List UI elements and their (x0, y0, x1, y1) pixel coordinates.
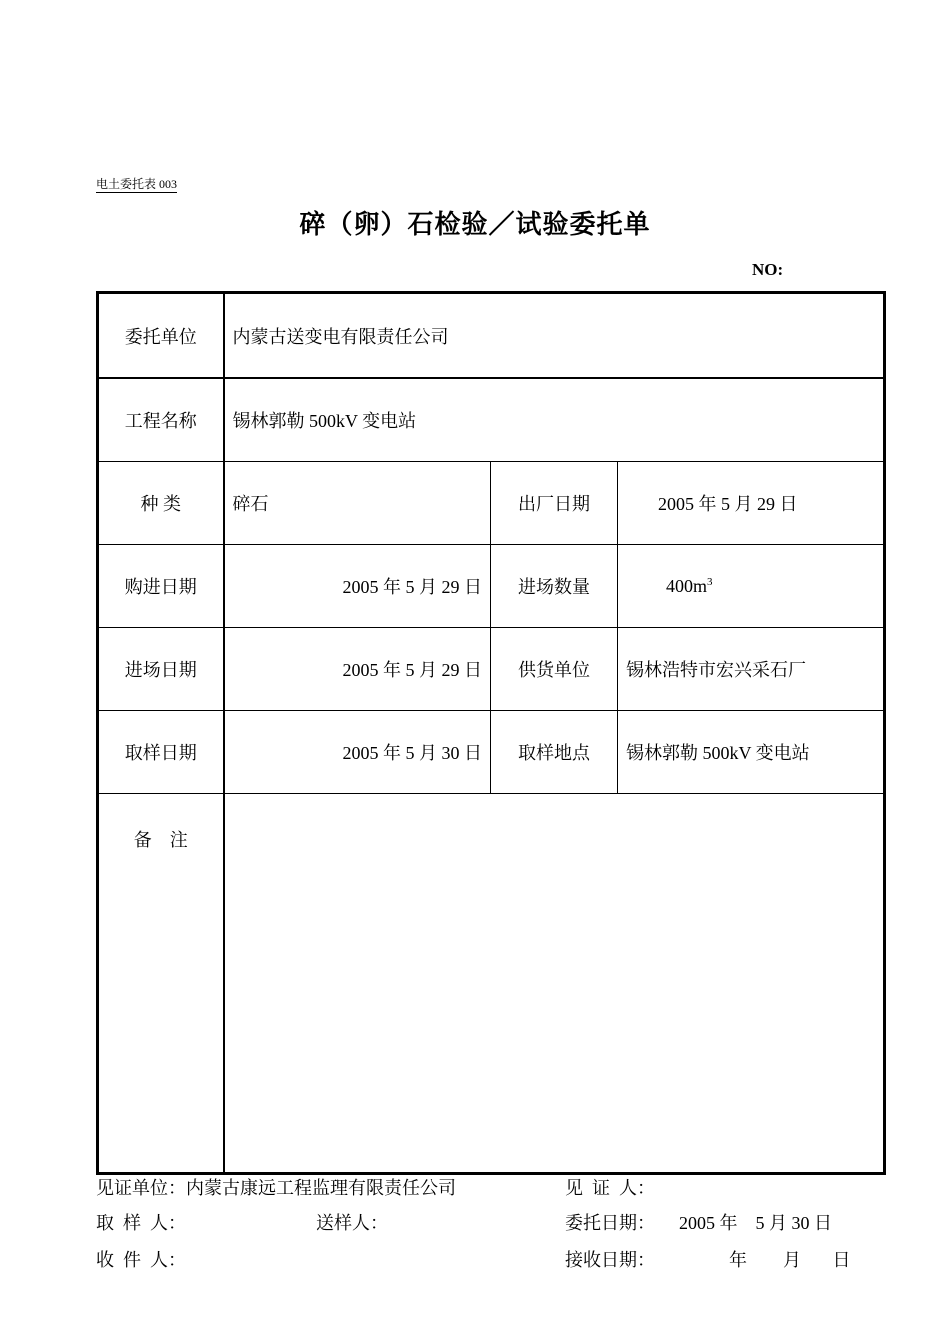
commission-date-value: 2005 年 5 月 30 日 (679, 1213, 832, 1233)
supplier-value: 锡林浩特市宏兴采石厂 (618, 628, 885, 711)
sample-date-label: 取样日期 (98, 711, 224, 794)
entry-date-value: 2005 年 5 月 29 日 (224, 628, 491, 711)
witness-person: 见 证 人： (565, 1178, 655, 1198)
remarks-value[interactable] (224, 794, 885, 1174)
receiver: 收 件 人： (96, 1250, 186, 1270)
table-row-client (98, 293, 885, 379)
table-row-sample (98, 711, 885, 794)
receive-date-label: 接收日期： (565, 1250, 655, 1270)
project-label: 工程名称 (98, 378, 224, 462)
form-code: 电土委托表 003 (96, 177, 178, 191)
table-row-remarks (98, 794, 885, 1174)
sample-place-label: 取样地点 (491, 711, 618, 794)
entry-date-label: 进场日期 (98, 628, 224, 711)
table-row-type (98, 462, 885, 545)
project-value: 锡林郭勒 500kV 变电站 (224, 378, 885, 462)
form-number-label: NO: (752, 260, 784, 279)
sample-date-value: 2005 年 5 月 30 日 (224, 711, 491, 794)
mfg-date-value: 2005 年 5 月 29 日 (618, 462, 885, 545)
purchase-date-label: 购进日期 (98, 545, 224, 628)
supplier-label: 供货单位 (491, 628, 618, 711)
witness-unit: 见证单位：内蒙古康远工程监理有限责任公司 (96, 1178, 456, 1198)
sample-place-value: 锡林郭勒 500kV 变电站 (618, 711, 885, 794)
remarks-label: 备 注 (98, 794, 224, 1174)
quantity-unit-superscript: 3 (707, 575, 713, 588)
quantity-cell (618, 545, 885, 628)
commission-table (96, 291, 886, 1175)
table-row-purchase (98, 545, 885, 628)
mfg-date-label: 出厂日期 (491, 462, 618, 545)
client-label: 委托单位 (98, 293, 224, 379)
type-label: 种 类 (98, 462, 224, 545)
table-row-project (98, 378, 885, 462)
client-value: 内蒙古送变电有限责任公司 (224, 293, 885, 379)
table-row-entry (98, 628, 885, 711)
commission-date-label: 委托日期： (565, 1213, 655, 1233)
sender: 送样人： (316, 1213, 388, 1233)
sampler: 取 样 人： (96, 1213, 186, 1233)
receive-date-value: 年 月 日 (729, 1250, 851, 1270)
quantity-label: 进场数量 (491, 545, 618, 628)
page-title: 碎（卵）石检验／试验委托单 (299, 210, 651, 240)
purchase-date-value: 2005 年 5 月 29 日 (224, 545, 491, 628)
type-value: 碎石 (224, 462, 491, 545)
quantity-value: 400m (666, 575, 708, 596)
